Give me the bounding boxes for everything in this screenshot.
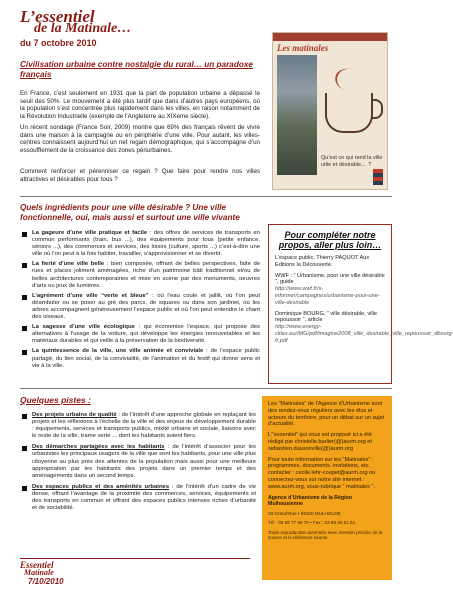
cover-top-band: [273, 33, 387, 41]
cover-image: [272, 32, 388, 190]
header-date: du 7 octobre 2010: [20, 38, 97, 48]
item-text: : qui économise l’espace, qui propose des alternatives à l’usage de la voiture, qui développe les énergies renouvelables et les matériaux durables et qui veille à la préservation de la biodiversité.: [32, 324, 260, 345]
list-item: [20, 324, 260, 345]
list-item: [20, 412, 256, 440]
section1-paragraph-3: Comment renforcer et pérenniser ce regain ? Que faire pour rendre nos villes attractives et désirables pour tous ?: [20, 168, 260, 183]
item-text: : bien composée, offrant de belles perspectives, faite de rues et places joliment aménagées, riche d’un patrimoine bâti traditionnel et/ou de belles architectures contemporaines et mise en scène par des monuments, oeuvres d’arts ou jeux de lumières.: [32, 261, 260, 289]
divider: [20, 196, 392, 197]
agency-address: 33 Grand’Rue • 68100 MULHOUSE: [268, 510, 341, 516]
coffee-cup-icon: [325, 93, 373, 133]
list-item: [20, 444, 256, 479]
further-reading-title: Pour compléter notre propos, aller plus loin…: [278, 230, 382, 250]
section1-title: Civilisation urbaine contre nostalgie du rural… un paradoxe français: [20, 60, 253, 79]
item-lead: La gageure d’une ville pratique et facile: [32, 230, 148, 236]
item-lead: L’agrément d’une ville “verte et bleue”: [32, 292, 149, 299]
reproduction-note: Toute reproduction autorisée avec mention précise de la source et la référence exacte.: [268, 529, 383, 541]
footer-rule: [20, 558, 250, 559]
item-lead: La quintessence de la ville, une ville animée et conviviale: [32, 348, 204, 355]
item-lead: La sagesse d’une ville écologique: [32, 324, 135, 331]
section3-title: Quelques pistes :: [20, 395, 91, 405]
list-item: [20, 348, 260, 369]
item-lead: Des démarches partagées avec les habitants: [32, 444, 165, 451]
reference-2: [275, 273, 385, 307]
cover-street-photo: [277, 55, 317, 175]
reference-1: L’espace public, Thierry PAQUOT Aux Editions la Découverte.: [275, 255, 370, 268]
item-text: : de l’intérêt d’un cadre de vie dense, offrant l’avantage de la proximité des commerces, services, équipements et des transports en commun et offrant des espaces publics intenses riches d’urbanité et de sociabilité.: [32, 483, 257, 512]
agency-name: Agence d’Urbanisme de la Région Mulhousienne: [268, 494, 352, 507]
footer-line2: Matinale: [24, 568, 54, 577]
footer-line1: Essentiel: [20, 560, 54, 570]
list-item: [20, 261, 260, 289]
ingredients-list: [20, 230, 260, 373]
item-text: : de l’intérêt d’une approche globale en replaçant les projets et les réflexions à l’échelle de la ville et des enjeux de développement durable : équipements, services et transports publics, mixité urbaine et sociale, liaisons avec le reste de la ville, trame verte ... dont les habitants soient fiers.: [32, 412, 256, 440]
reference-3: [275, 310, 453, 345]
reference-2-link[interactable]: http://www.wwf.fr/s-informer/campagnes/urbanisme-pour-une-ville-desirable: [275, 286, 380, 306]
divider: [20, 388, 392, 389]
item-lead: Des projets urbains de qualité: [32, 412, 117, 418]
header-title-line1: L’essentiel: [20, 7, 95, 26]
info-paragraph-3: Pour toute information sur les “Matinales” : programmes, documents, invitations, etc. contacter : cecile.lehr-coupet@aurm.org ou connectez-vous sur notre site internet : www.aurm.org, sous-rubrique “ matinales ”.: [268, 456, 376, 490]
item-text: : des offres de services de transports en commun performants (train, bus ...), des équipements pour tous (petite enfance, séniors ...), des commerces et services, des loisirs (culture, sports ...) c’est-à-dire une ville où l’on peut à la fois habiter, travailler, s’approvisionner et se divertir.: [32, 230, 260, 258]
list-item: [20, 484, 256, 512]
item-text: : de l’espace public partagé, du lien social, de la convivialité, de l’animation et du festif qui donne sens et vie à la ville.: [32, 348, 260, 369]
item-lead: Des espaces publics et des aménités urbaines: [32, 483, 170, 490]
info-paragraph-2: L’“essentiel” qui vous est proposé ici a été rédigé par christelle.barlier(@)aurm.org et sebastien.dassonville(@)aurm.org: [268, 432, 372, 452]
reference-3-link[interactable]: http://www.energy-cities.eu/IMG/pdf/imagine2008_ville_desirable_ville_repoussoir_dbourg-fr.pdf: [275, 324, 453, 344]
further-reading-box: [268, 224, 453, 384]
item-lead: La fierté d’une ville belle: [32, 261, 105, 268]
list-item: [20, 230, 260, 258]
pistes-list: [20, 412, 256, 516]
info-box: [262, 396, 392, 580]
info-paragraph-1: Les “Matinales” de l’Agence d’Urbanisme sont des rendez-vous réguliers avec les élus et acteurs du territoire, pour un débat sur un sujet d’actualité.: [268, 401, 385, 428]
section1-paragraph-2: Un récent sondage (France Soir, 2009) montre que 69% des français rêvent de vivre dans une maison à la campagne ou en périphérie d’une ville. Pour autant, les villes-centres connaissent aujourd’hui un net regain démographique, qui s’accompagne d’un essoufflement de la croissance des zones périurbaines.: [20, 124, 260, 154]
cover-title: Les matinales: [277, 43, 329, 53]
section2-title: Quels ingrédients pour une ville désirable ? Une ville fonctionnelle, oui, mais aussi et surtout une ville vivante: [20, 203, 240, 222]
reference-3-text: Dominique BOURG, “ ville désirable, ville repoussoir ”, article: [275, 310, 377, 324]
item-text: : où l’eau coule et jaillit, où l’on peut déambuler ou se poser au gré des parcs, de squares ou dans son jardinet, où les arbres accompagnent généreusement l’espace public et où l’on peut entendre le chant des oiseaux.: [32, 292, 260, 321]
list-item: [20, 293, 260, 321]
cover-question: Qu’est ce qui rend la ville utile et désirable… ?: [321, 155, 383, 168]
reference-2-text: WWF : “ Urbanisme, pour une ville désirable ”, guide: [275, 272, 385, 286]
footer-date: 7/10/2010: [28, 577, 64, 586]
item-text: : de l’intérêt d’associer pour les urbanistes les principaux usagers de la ville que sont les habitants, pour une ville plus citoyenne au plus près des attentes de la population mais aussi pour une meilleure appropriation par les habitants des projets dans un premier temps et des aménagements dans un second temps.: [32, 444, 256, 479]
agency-logo-icon: [373, 169, 383, 185]
agency-phone: Tél : 03 69 77 60 70 • Fax : 03 89 45 51 51: [268, 520, 356, 526]
section1-paragraph-1: En France, c’est seulement en 1931 que la part de population urbaine a dépassé le seuil des 50%. Le mouvement a été plus tardif que dans d’autres pays européens, où la population s’est concentrée plus rapidement dans les villes, en raison notamment de la Révolution Industrielle (exemple de l’Angleterre au XIXème siècle).: [20, 90, 260, 120]
steam-icon: [333, 66, 366, 94]
header-title-line2: de la Matinale…: [34, 21, 132, 36]
